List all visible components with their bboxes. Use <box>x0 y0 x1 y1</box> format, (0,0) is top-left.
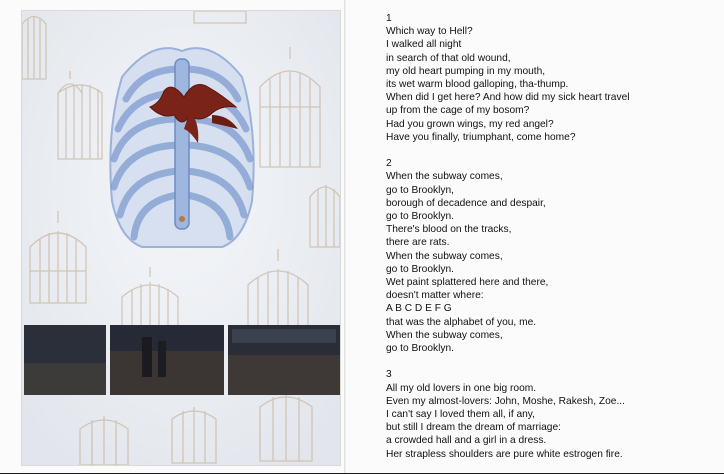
poem-line: When did I get here? And how did my sick heart travel <box>386 92 630 104</box>
stanza <box>386 157 706 355</box>
photo-strip <box>24 325 340 395</box>
poem-line: Her strapless shoulders are pure white estrogen fire. <box>386 448 623 460</box>
poem-line: there are rats. <box>386 237 450 249</box>
poem-line: in search of that old wound, <box>386 52 511 64</box>
ribcage-artwork <box>22 11 340 465</box>
poem-line: All my old lovers in one big room. <box>386 382 537 394</box>
poem-line: There's blood on the tracks, <box>386 224 512 236</box>
poem-line: that was the alphabet of you, me. <box>386 316 537 328</box>
poem-line: go to Brooklyn. <box>386 211 454 223</box>
poem-line: I walked all night <box>386 39 462 51</box>
poem-line: go to Brooklyn, <box>386 184 454 196</box>
poem-line: go to Brooklyn. <box>386 343 454 355</box>
poem-line: my old heart pumping in my mouth, <box>386 65 546 77</box>
poem-line: Had you grown wings, my red angel? <box>386 118 554 130</box>
poem-line: up from the cage of my bosom? <box>386 105 530 117</box>
poem-line: A B C D E F G <box>386 303 452 315</box>
book-spine <box>344 0 346 473</box>
poem-line: I can't say I loved them all, if any, <box>386 409 535 421</box>
poem-line: but still I dream the dream of marriage: <box>386 422 561 434</box>
stanza-number: 1 <box>386 13 392 24</box>
poem-text <box>386 12 706 474</box>
poem-line: When the subway comes, <box>386 171 503 183</box>
stanza-number: 3 <box>386 369 392 381</box>
poem-line: When the subway comes, <box>386 329 503 341</box>
poem-line: Even my almost-lovers: John, Moshe, Rakesh, Zoe... <box>386 395 625 407</box>
stanza <box>386 12 706 144</box>
poem-line: a crowded hall and a girl in a dress. <box>386 435 547 447</box>
poem-line: Which way to Hell? <box>386 26 473 38</box>
stanza-number: 2 <box>386 158 392 170</box>
poem-line: Wet paint splattered here and there, <box>386 277 549 289</box>
stanza <box>386 368 706 460</box>
poem-line: Have you finally, triumphant, come home? <box>386 131 576 143</box>
ribcage-illustration <box>110 48 253 247</box>
artwork-page <box>22 11 340 465</box>
poem-line: When the subway comes, <box>386 250 503 262</box>
poem-line: doesn't matter where: <box>386 290 484 302</box>
poem-line: go to Brooklyn. <box>386 263 454 275</box>
poem-line: its wet warm blood galloping, tha-thump. <box>386 79 569 91</box>
poem-line: borough of decadence and despair, <box>386 197 546 209</box>
